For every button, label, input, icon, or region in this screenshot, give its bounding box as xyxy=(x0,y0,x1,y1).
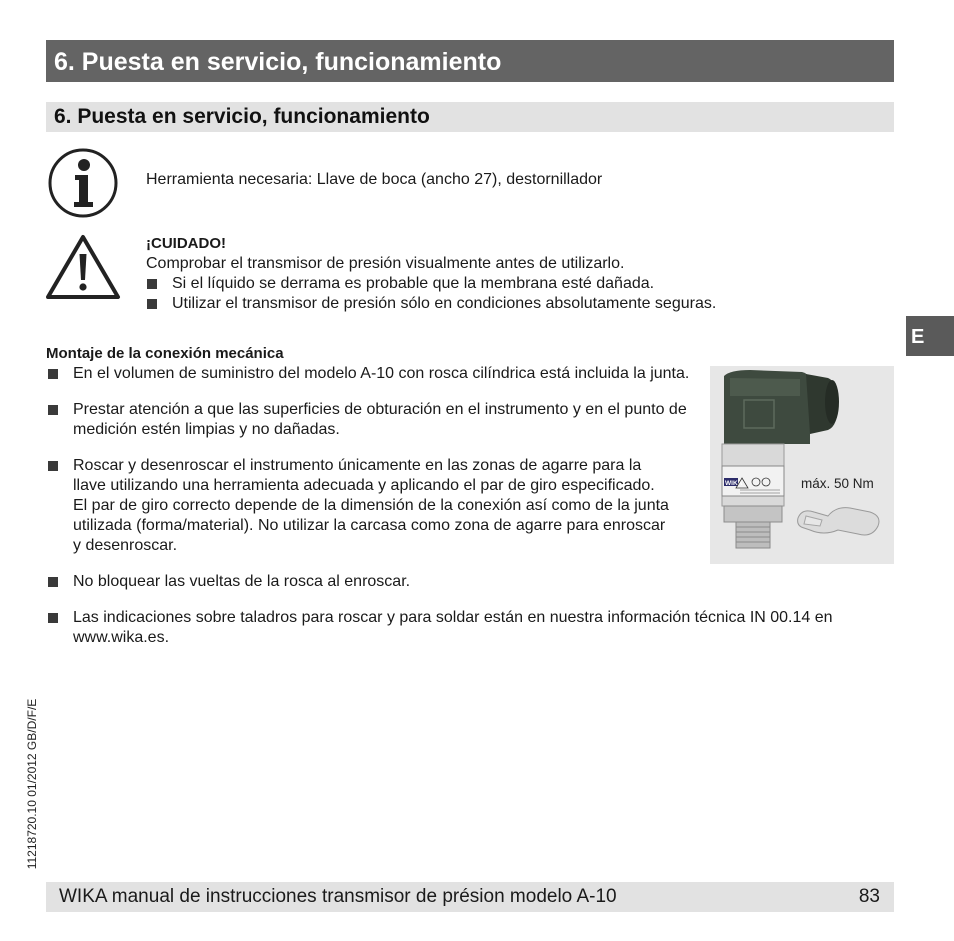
torque-label: máx. 50 Nm xyxy=(801,476,874,491)
page-number: 83 xyxy=(858,886,880,907)
list-item xyxy=(46,608,893,648)
list-item xyxy=(146,274,716,294)
chapter-banner: 6. Puesta en servicio, funcionamiento xyxy=(46,40,894,82)
document-code: 11218720.10 01/2012 GB/D/F/E xyxy=(25,698,39,870)
transmitter-illustration xyxy=(710,366,894,564)
mounting-bullet-text: En el volumen de suministro del modelo A-10 con rosca cilíndrica está incluida la junta. xyxy=(73,365,690,382)
footer-title: WIKA manual de instrucciones transmisor de présion modelo A-10 xyxy=(59,886,617,907)
warning-icon xyxy=(45,234,121,300)
language-tab: E xyxy=(906,316,954,356)
list-item xyxy=(46,456,673,556)
brand-label: WIKA xyxy=(725,480,743,487)
mounting-bullet-text: Las indicaciones sobre taladros para roscar y para soldar están en nuestra información técnica IN 00.14 en www.wika.es. xyxy=(73,609,833,646)
bullet-square-icon xyxy=(48,461,58,471)
info-note-text: Herramienta necesaria: Llave de boca (ancho 27), destornillador xyxy=(146,171,603,188)
mounting-bullet-text: Roscar y desenroscar el instrumento únicamente en las zonas de agarre para la llave utilizando una herramienta adecuada y aplicando el par de giro especificado. El par de giro correcto depende de la dimensión de la conexión así como de la junta utilizada (forma/material). No utilizar la carcasa como zona de agarre para enroscar y desenroscar. xyxy=(73,457,669,554)
caution-bullet-text: Utilizar el transmisor de presión sólo en condiciones absolutamente seguras. xyxy=(172,295,717,312)
mounting-heading: Montaje de la conexión mecánica xyxy=(46,345,284,362)
list-item xyxy=(46,364,696,384)
info-icon xyxy=(47,147,119,219)
bullet-square-icon xyxy=(48,613,58,623)
section-title: 6. Puesta en servicio, funcionamiento xyxy=(46,102,894,132)
bullet-square-icon xyxy=(48,369,58,379)
caution-bullet-text: Si el líquido se derrama es probable que la membrana esté dañada. xyxy=(172,275,655,292)
bullet-square-icon xyxy=(147,279,157,289)
list-item xyxy=(146,294,716,314)
caution-title: ¡CUIDADO! xyxy=(146,235,226,252)
page-footer xyxy=(46,882,894,912)
bullet-square-icon xyxy=(48,577,58,587)
mounting-bullet-text: No bloquear las vueltas de la rosca al enroscar. xyxy=(73,573,411,590)
mounting-bullet-text: Prestar atención a que las superficies de obturación en el instrumento y en el punto de medición estén limpias y no dañadas. xyxy=(73,401,687,438)
pressure-transmitter-figure xyxy=(710,366,894,564)
list-item xyxy=(46,400,688,440)
bullet-square-icon xyxy=(147,299,157,309)
caution-intro: Comprobar el transmisor de presión visualmente antes de utilizarlo. xyxy=(146,255,625,272)
caution-block xyxy=(146,234,716,314)
bullet-square-icon xyxy=(48,405,58,415)
list-item xyxy=(46,572,893,592)
mounting-list xyxy=(46,364,833,648)
